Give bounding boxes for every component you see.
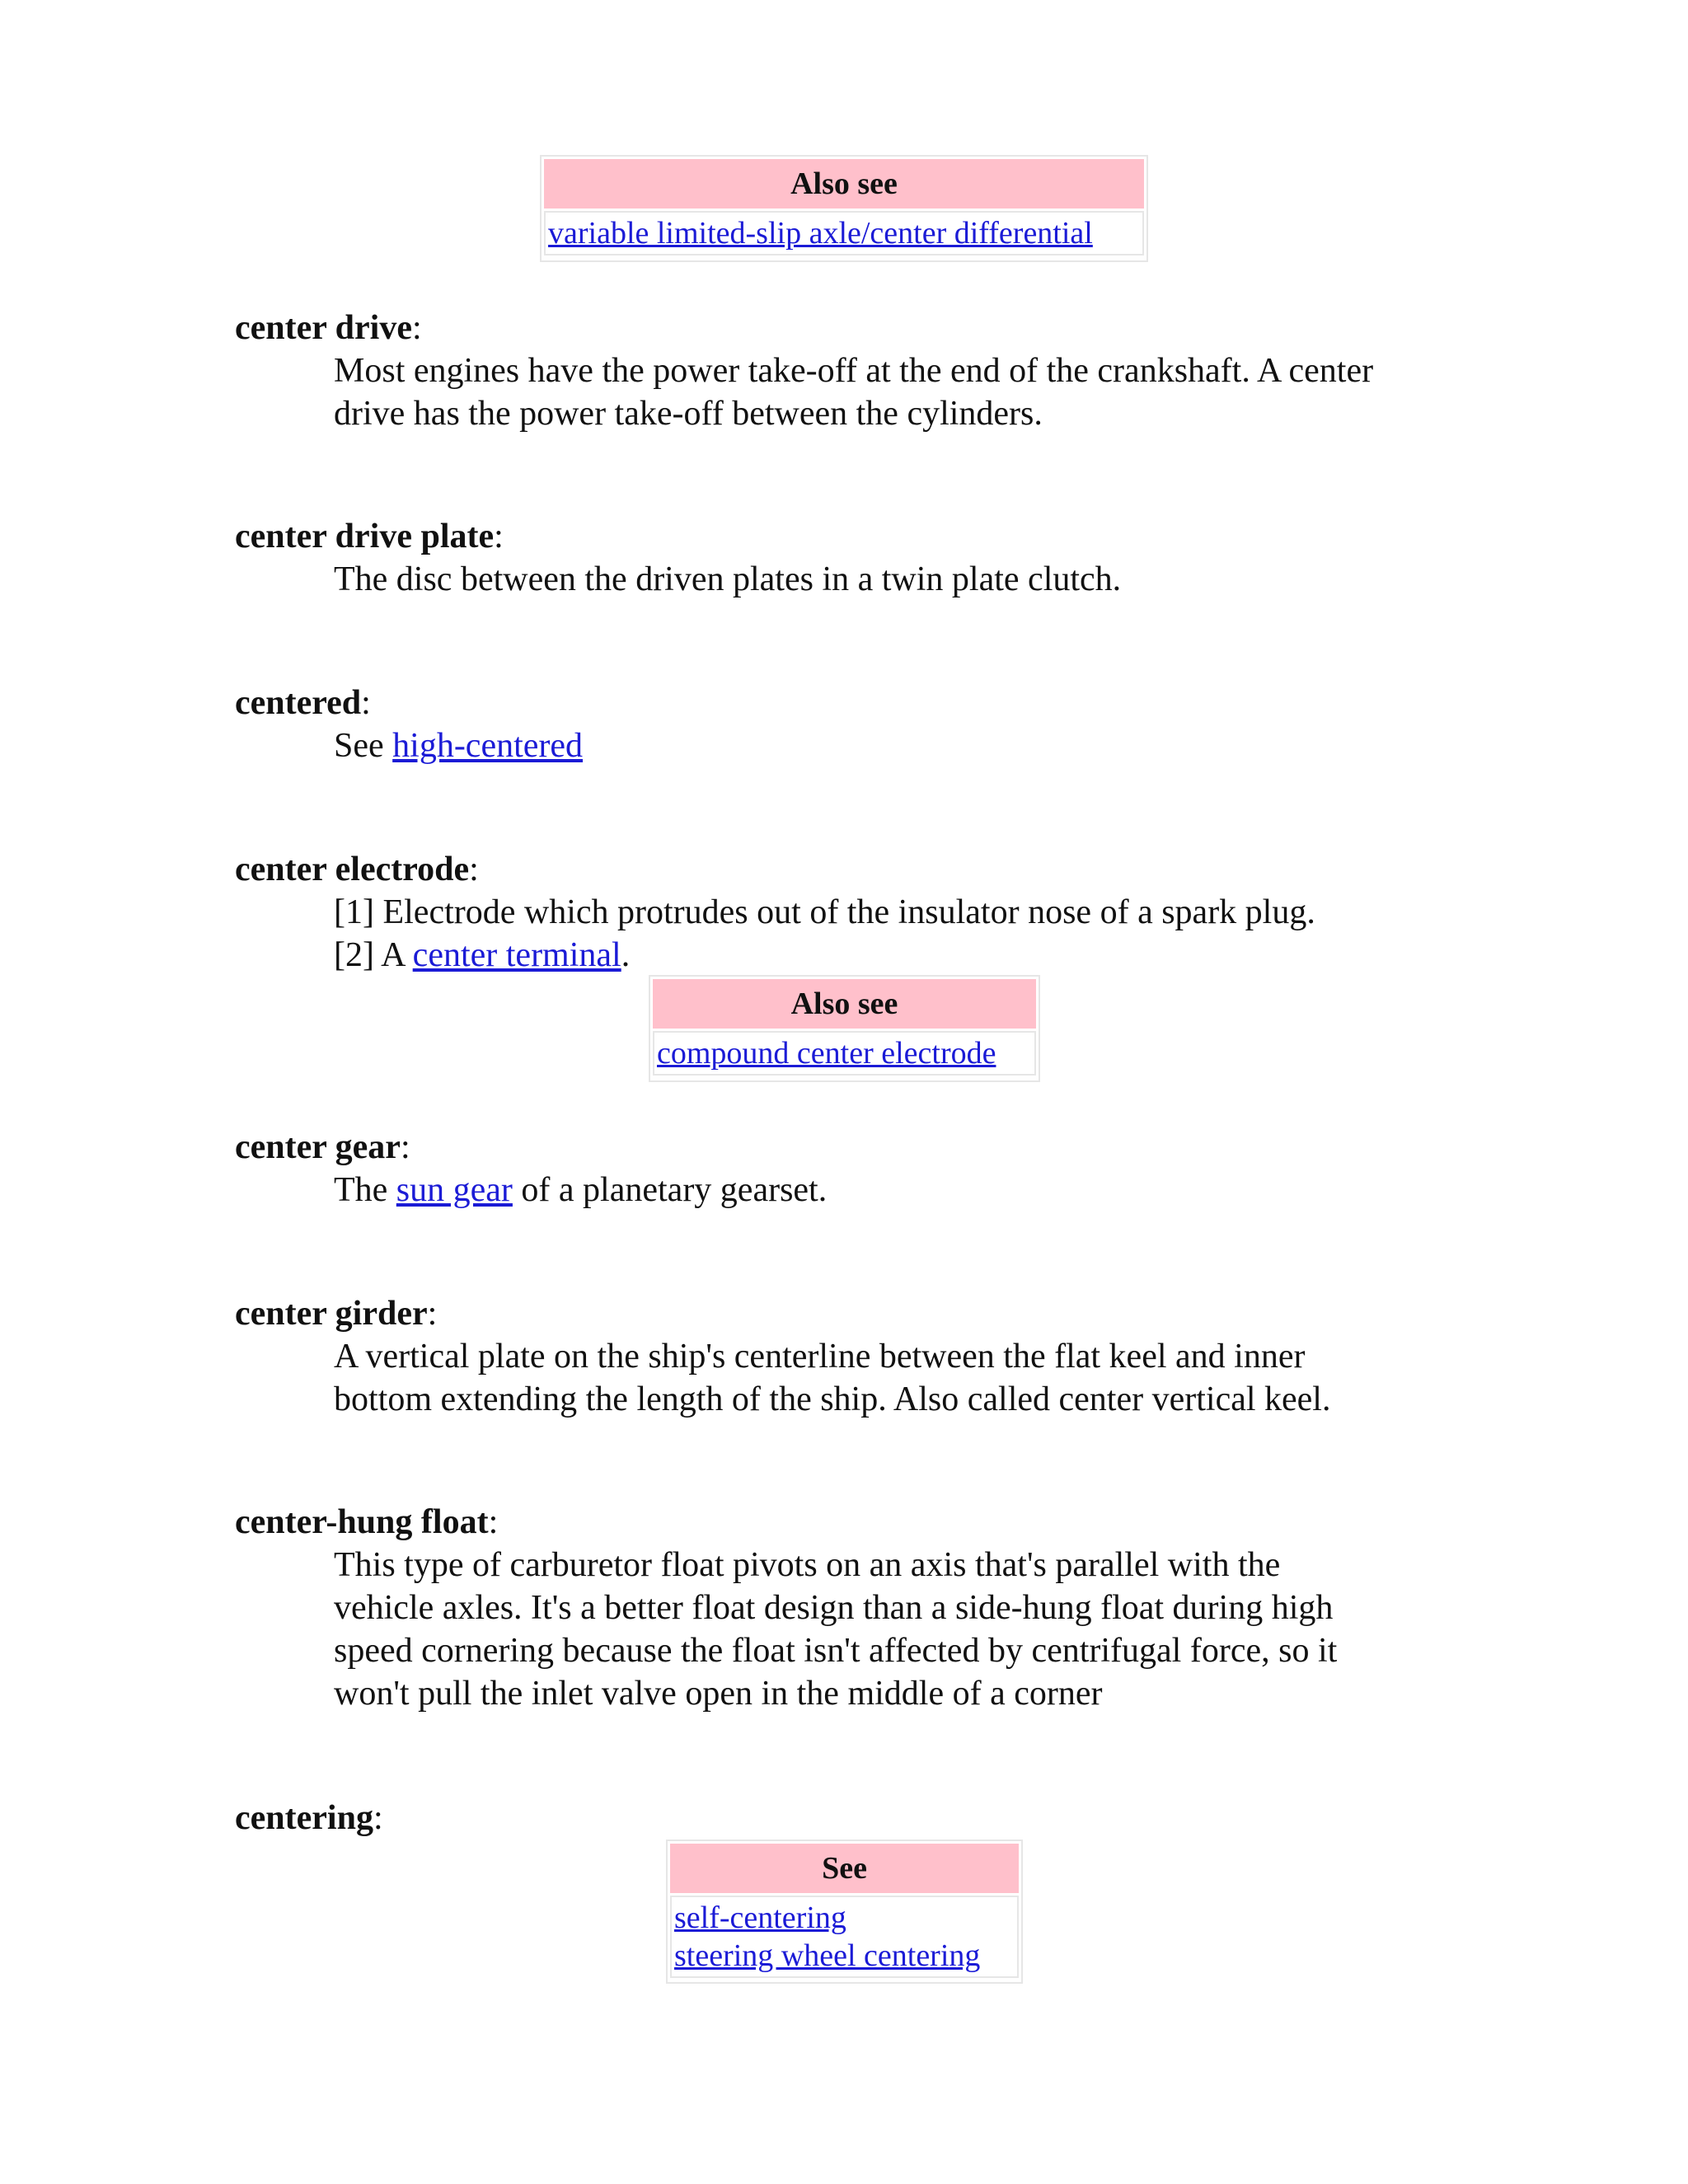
definition-line: The sun gear of a planetary gearset.	[334, 1171, 828, 1209]
term-title: centering	[235, 1799, 373, 1837]
term-title: center electrode	[235, 851, 470, 888]
definition-line: See high-centered	[334, 727, 584, 765]
definition-line: drive has the power take-off between the cylinders.	[334, 395, 1043, 433]
definition-line: speed cornering because the float isn't affected by centrifugal force, so it	[334, 1632, 1338, 1670]
definition-line: won't pull the inlet valve open in the middle of a corner	[334, 1675, 1103, 1713]
term-title: center drive	[235, 309, 412, 347]
definition-line: [2] A center terminal.	[334, 936, 631, 974]
link-variable-limited-slip-axle-center-differential[interactable]: variable limited-slip axle/center differential	[548, 216, 1093, 251]
see-box-centering	[666, 1840, 1023, 1984]
term-center-girder: center girder:	[235, 1295, 438, 1333]
definition-center-gear	[334, 1169, 1488, 1212]
link-steering-wheel-centering[interactable]: steering wheel centering	[674, 1938, 981, 1973]
link-compound-center-electrode[interactable]: compound center electrode	[657, 1036, 996, 1071]
term-title: centered	[235, 684, 362, 722]
term-title: center drive plate	[235, 518, 495, 555]
term-centered: centered:	[235, 684, 371, 722]
also-see-links	[653, 1031, 1036, 1076]
term-title: center girder	[235, 1295, 428, 1333]
also-see-links	[544, 211, 1144, 255]
definition-line: The disc between the driven plates in a twin plate clutch.	[334, 560, 1122, 598]
link-center-terminal[interactable]: center terminal	[412, 936, 621, 974]
definition-line: A vertical plate on the ship's centerline between the flat keel and inner	[334, 1338, 1306, 1376]
link-self-centering[interactable]: self-centering	[674, 1900, 846, 1935]
definition-center-girder	[334, 1335, 1488, 1421]
term-title: center-hung float	[235, 1503, 489, 1541]
also-see-header: Also see	[653, 979, 1036, 1029]
term-center-drive: center drive:	[235, 309, 422, 347]
link-sun-gear[interactable]: sun gear	[396, 1171, 513, 1209]
see-links	[670, 1896, 1019, 1978]
term-center-hung-float: center-hung float:	[235, 1503, 499, 1541]
definition-line: Most engines have the power take-off at the end of the crankshaft. A center	[334, 352, 1374, 390]
term-center-gear: center gear:	[235, 1128, 410, 1166]
term-center-electrode: center electrode:	[235, 851, 479, 888]
definition-line: bottom extending the length of the ship. Also called center vertical keel.	[334, 1380, 1331, 1418]
definition-center-drive	[334, 349, 1488, 435]
term-title: center gear	[235, 1128, 401, 1166]
definition-centered	[334, 724, 1488, 767]
definition-line: vehicle axles. It's a better float design than a side-hung float during high	[334, 1589, 1334, 1627]
also-see-header: Also see	[544, 159, 1144, 209]
definition-line: [1] Electrode which protrudes out of the insulator nose of a spark plug.	[334, 893, 1315, 931]
definition-line: This type of carburetor float pivots on an axis that's parallel with the	[334, 1546, 1281, 1584]
link-high-centered[interactable]: high-centered	[392, 727, 584, 765]
definition-center-electrode	[334, 891, 1488, 977]
see-header: See	[670, 1844, 1019, 1893]
term-centering: centering:	[235, 1799, 383, 1837]
definition-center-hung-float	[334, 1544, 1488, 1715]
also-see-box-top	[540, 155, 1148, 262]
also-see-box-center-electrode	[649, 975, 1040, 1082]
definition-center-drive-plate	[334, 558, 1488, 601]
term-center-drive-plate: center drive plate:	[235, 518, 504, 555]
